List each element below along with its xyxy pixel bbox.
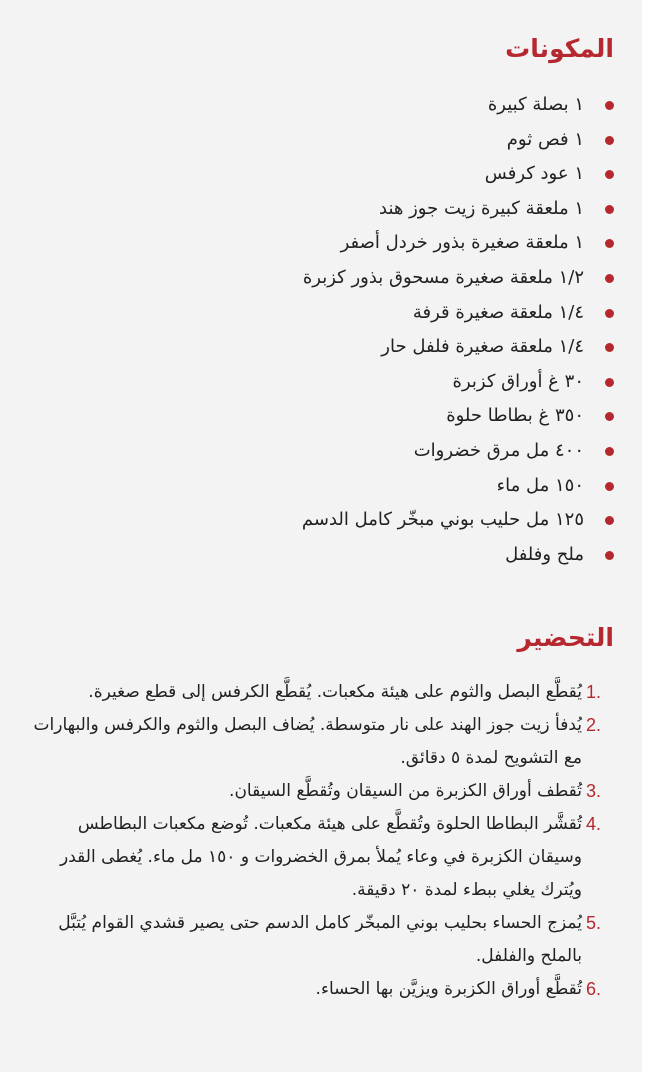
ingredient-item [302,88,584,123]
ingredient-text: ملح وفلفل [505,543,584,565]
step-text: تُقطَّع أوراق الكزبرة ويزيَّن بها الحساء. [315,979,582,999]
bullet-icon [605,551,614,560]
bullet-icon [605,136,614,145]
ingredients-heading: المكونات [505,34,614,63]
ingredient-item [302,157,584,192]
bullet-icon [605,101,614,110]
bullet-icon [605,205,614,214]
bullet-icon [605,343,614,352]
ingredient-item [302,503,584,538]
step-number: 5. [586,913,602,933]
step-number: 6. [586,979,602,999]
step-number: 1. [586,682,602,702]
bullet-icon [605,482,614,491]
preparation-step [32,775,614,808]
preparation-step [32,709,614,775]
ingredient-item [302,469,584,504]
bullet-icon [605,378,614,387]
preparation-steps-list [32,676,614,1006]
step-number: 3. [586,781,602,801]
ingredient-text: ١٥٠ مل ماء [496,474,584,496]
ingredient-text: ١/٤ ملعقة صغيرة قرفة [412,301,584,323]
bullet-icon [605,412,614,421]
step-text: يُقطَّع البصل والثوم على هيئة مكعبات. يُقطَّع الكرفس إلى قطع صغيرة. [88,682,582,702]
ingredient-text: ١ ملعقة كبيرة زيت جوز هند [379,197,584,219]
ingredient-item [302,365,584,400]
bullet-icon [605,309,614,318]
step-number: 4. [586,814,602,834]
ingredient-text: ١ عود كرفس [484,163,584,185]
ingredient-item [302,399,584,434]
ingredient-text: ١/٤ ملعقة صغيرة فلفل حار [381,336,584,358]
step-text: تُقشَّر البطاطا الحلوة وتُقطَّع على هيئة مكعبات. تُوضع مكعبات البطاطس وسيقان الكزبرة في وعاء يُملأ بمرق الخضروات و ١٥٠ مل ماء. يُغطى القدر ويُترك يغلي ببطء لمدة ٢٠ دقيقة. [60,814,582,900]
step-text: تُقطف أوراق الكزبرة من السيقان وتُقطَّع السيقان. [229,781,582,801]
ingredient-text: ١ فص ثوم [506,128,584,150]
bullet-icon [605,170,614,179]
preparation-step [32,676,614,709]
bullet-icon [605,274,614,283]
ingredient-item [302,434,584,469]
ingredient-item [302,538,584,573]
ingredient-text: ١/٢ ملعقة صغيرة مسحوق بذور كزبرة [302,266,584,288]
step-number: 2. [586,715,602,735]
ingredient-text: ١ ملعقة صغيرة بذور خردل أصفر [340,232,584,254]
ingredient-item [302,192,584,227]
page-margin [642,0,647,1072]
ingredient-item [302,296,584,331]
preparation-step [32,808,614,907]
ingredient-text: ٣٥٠ غ بطاطا حلوة [446,405,584,427]
ingredient-item [302,123,584,158]
preparation-heading: التحضير [517,623,614,652]
ingredients-list [302,88,584,572]
preparation-step [32,907,614,973]
ingredient-text: ١٢٥ مل حليب بوني مبخّر كامل الدسم [301,509,584,531]
step-text: يُدفأ زيت جوز الهند على نار متوسطة. يُضاف البصل والثوم والكرفس والبهارات مع التشويح لمدة ٥ دقائق. [33,715,582,768]
ingredient-text: ٣٠ غ أوراق كزبرة [452,370,584,392]
step-text: يُمزج الحساء بحليب بوني المبخّر كامل الدسم حتى يصير قشدي القوام يُتبَّل بالملح والفلفل. [58,913,582,966]
bullet-icon [605,447,614,456]
preparation-step [32,973,614,1006]
ingredient-text: ١ بصلة كبيرة [487,94,584,115]
ingredient-item [302,261,584,296]
ingredient-item [302,330,584,365]
bullet-icon [605,516,614,525]
ingredient-text: ٤٠٠ مل مرق خضروات [413,439,584,461]
ingredient-item [302,226,584,261]
bullet-icon [605,239,614,248]
